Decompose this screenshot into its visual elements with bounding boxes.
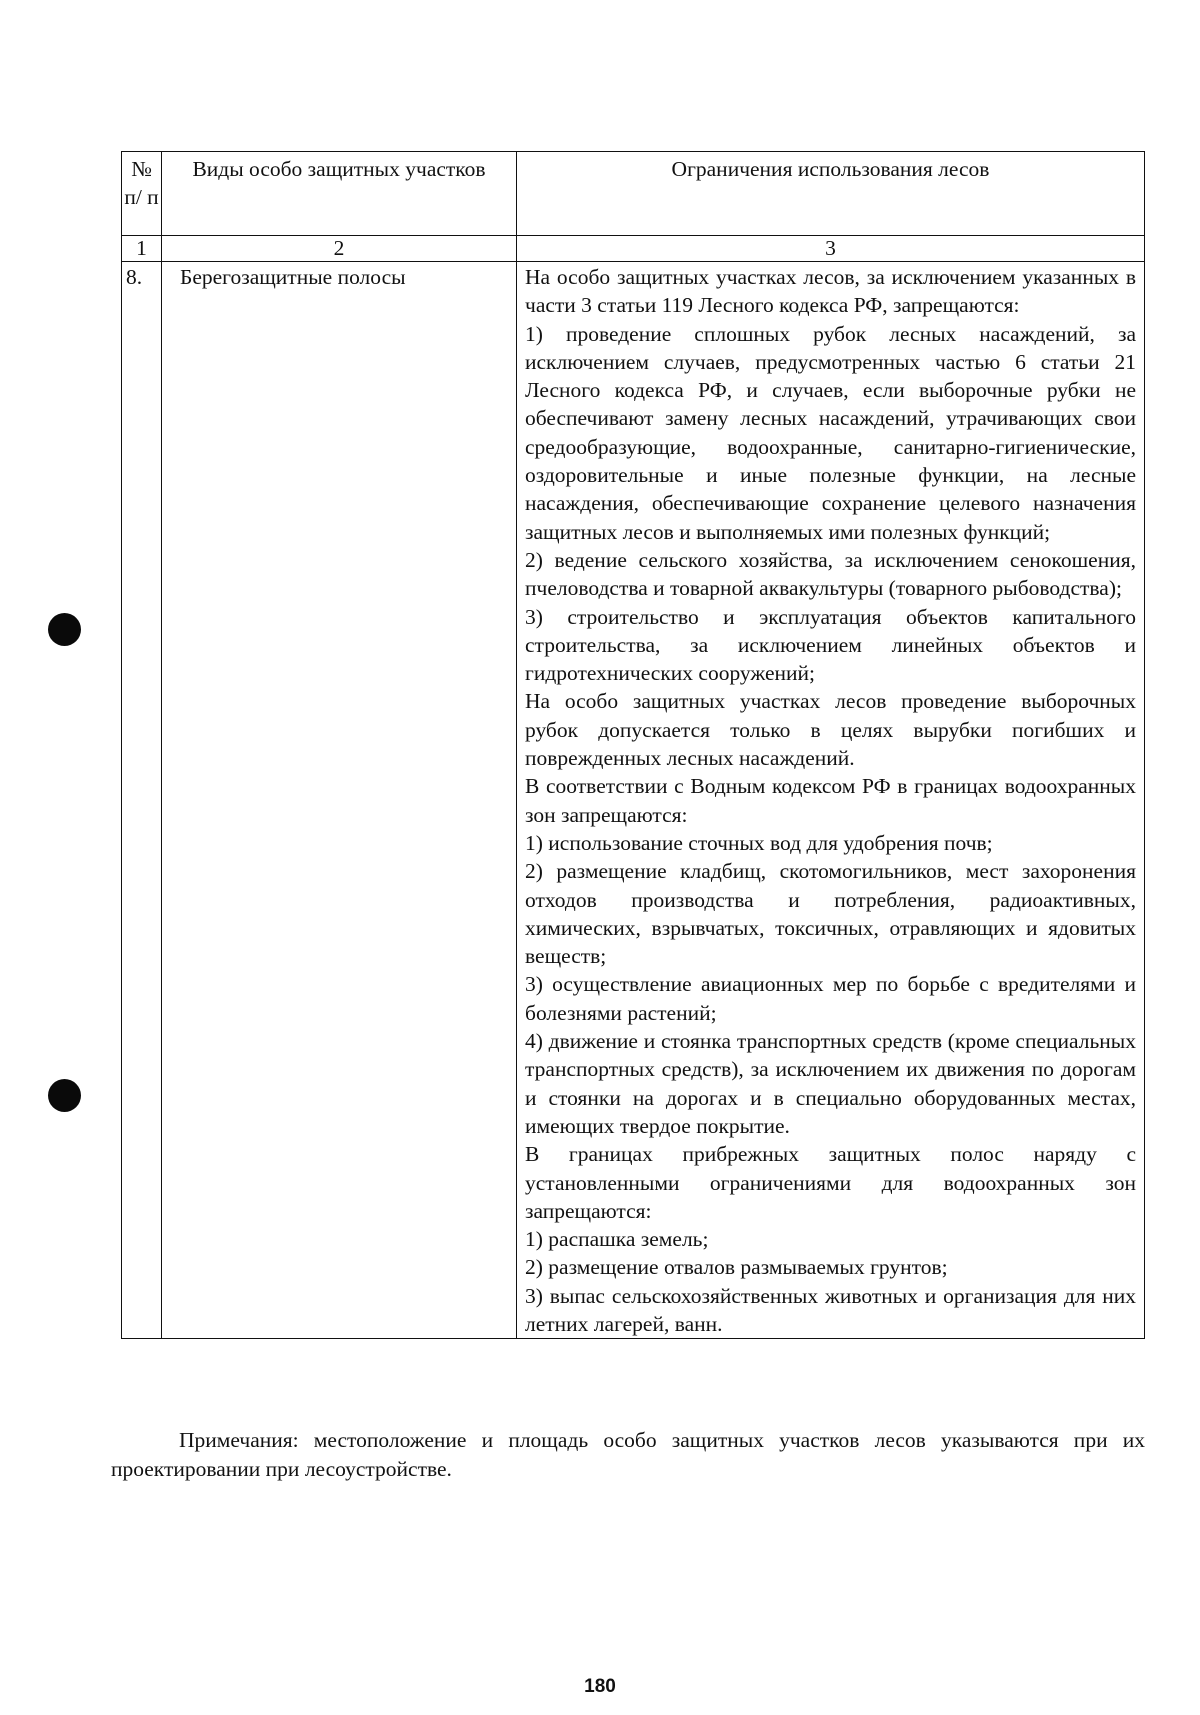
restriction-paragraph: 2) ведение сельского хозяйства, за исключением сенокошения, пчеловодства и товарной аквакультуры (товарного рыбоводства);	[525, 547, 1136, 601]
index-cell: 3	[517, 236, 1145, 262]
page-number: 180	[584, 1676, 616, 1697]
binder-hole	[48, 1079, 81, 1112]
restriction-paragraph: На особо защитных участках лесов, за исключением указанных в части 3 статьи 119 Лесного кодекса РФ, запрещаются:	[525, 265, 1136, 318]
restriction-paragraph: На особо защитных участках лесов проведение выборочных рубок допускается только в целях вырубки погибших и поврежденных лесных насаждений.	[525, 689, 1136, 771]
restriction-paragraph: 1) проведение сплошных рубок лесных насаждений, за исключением случаев, предусмотренных частью 6 статьи 21 Лесного кодекса РФ, и случаев, если выборочные рубки не обеспечивают замену лесных насаждений, утрачивающих свои средообразующие, водоохранные, санитарно-гигиенические, оздоровительные и иные полезные функции, на лесные насаждения, обеспечивающие сохранение целевого назначения защитных лесов и выполняемых ими полезных функций;	[525, 321, 1136, 544]
index-cell: 2	[162, 236, 517, 262]
header-plot-types: Виды особо защитных участков	[162, 152, 517, 236]
restriction-paragraph: 3) выпас сельскохозяйственных животных и организация для них летних лагерей, ванн.	[525, 1283, 1136, 1336]
restriction-paragraph: 2) размещение отвалов размываемых грунтов;	[525, 1255, 948, 1280]
row-plot-type: Берегозащитные полосы	[162, 262, 517, 1339]
table-row	[122, 262, 1145, 1339]
binder-hole	[48, 613, 81, 646]
restriction-paragraph: В границах прибрежных защитных полос наряду с установленными ограничениями для водоохранных зон запрещаются:	[525, 1142, 1136, 1223]
restriction-paragraph: 1) распашка земель;	[525, 1227, 709, 1252]
row-restrictions	[517, 262, 1145, 1339]
restriction-paragraph: 3) строительство и эксплуатация объектов капитального строительства, за исключением линейных объектов и гидротехнических сооружений;	[525, 604, 1136, 686]
header-number: № п/ п	[122, 152, 162, 236]
index-cell: 1	[122, 236, 162, 262]
header-restrictions: Ограничения использования лесов	[517, 152, 1145, 236]
restriction-paragraph: 1) использование сточных вод для удобрения почв;	[525, 830, 993, 855]
table-index-row	[122, 236, 1145, 262]
restriction-paragraph: 2) размещение кладбищ, скотомогильников, мест захоронения отходов производства и потребления, радиоактивных, химических, взрывчатых, токсичных, отравляющих и ядовитых веществ;	[525, 859, 1136, 969]
notes-paragraph: Примечания: местоположение и площадь особо защитных участков лесов указываются при их проектировании при лесоустройстве.	[111, 1428, 1145, 1481]
table-header-row	[122, 152, 1145, 236]
restriction-paragraph: 4) движение и стоянка транспортных средств (кроме специальных транспортных средств), за исключением их движения по дорогам и стоянки на дорогах и в специально оборудованных местах, имеющих твердое покрытие.	[525, 1029, 1136, 1138]
restrictions-table	[121, 151, 1145, 1339]
row-number: 8.	[122, 262, 162, 1339]
restriction-paragraph: В соответствии с Водным кодексом РФ в границах водоохранных зон запрещаются:	[525, 774, 1136, 827]
restriction-paragraph: 3) осуществление авиационных мер по борьбе с вредителями и болезнями растений;	[525, 972, 1136, 1025]
